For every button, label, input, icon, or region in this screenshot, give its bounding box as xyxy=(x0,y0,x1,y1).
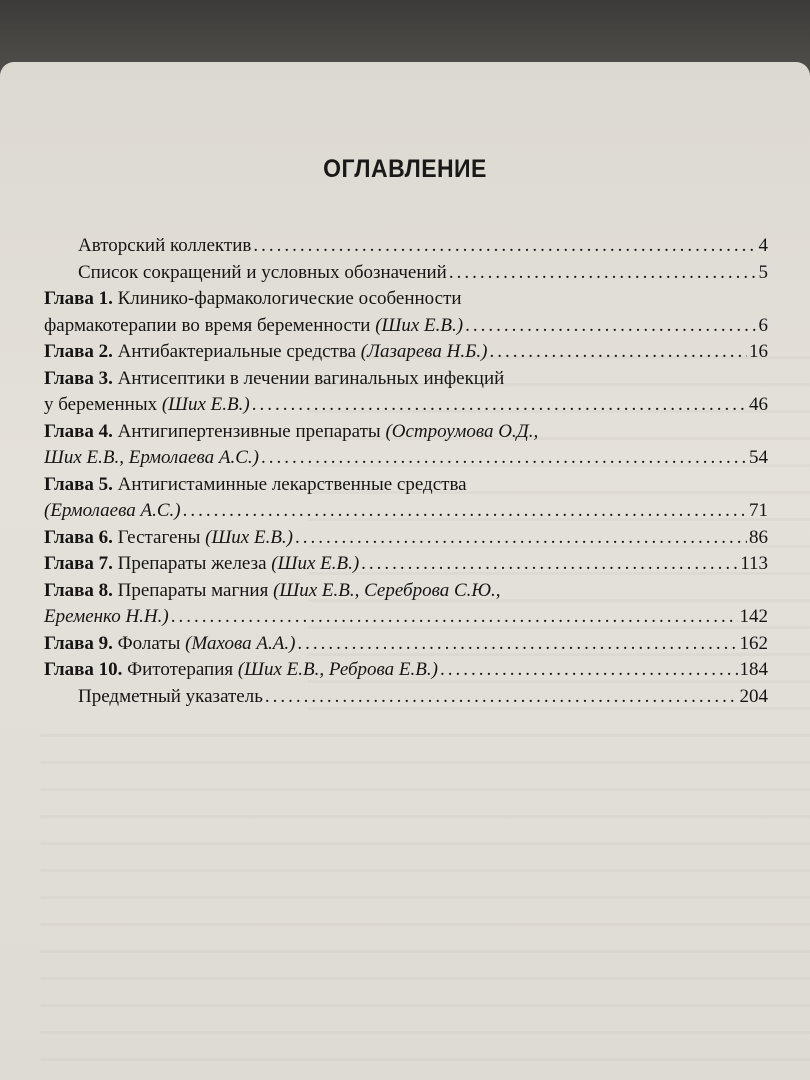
chapter-label: Глава 9. xyxy=(44,632,113,654)
dot-leader xyxy=(489,339,747,366)
toc-entry-chapter-5[interactable] xyxy=(44,472,768,525)
dot-leader xyxy=(440,657,738,684)
toc-entry-chapter-6[interactable] xyxy=(44,525,768,552)
toc-entry-chapter-10[interactable] xyxy=(44,657,768,684)
dot-leader xyxy=(252,392,747,419)
chapter-title: Антигипертензивные препараты xyxy=(117,420,381,442)
dot-leader xyxy=(465,313,756,340)
chapter-title: Антигистаминные лекарственные средства xyxy=(117,473,467,495)
dot-leader xyxy=(183,498,747,525)
chapter-author: (Ших Е.В., Сереброва С.Ю., xyxy=(273,579,501,601)
chapter-author-continued: Еременко Н.Н.) xyxy=(44,606,169,627)
dot-leader xyxy=(361,551,738,578)
page-number: 5 xyxy=(758,261,768,283)
chapter-title: Антисептики в лечении вагинальных инфекций xyxy=(117,367,505,389)
dot-leader xyxy=(265,684,738,711)
toc-entry-title: Авторский коллектив xyxy=(78,235,252,256)
page-number: 162 xyxy=(739,632,768,654)
toc-entry-authors[interactable] xyxy=(44,233,768,260)
toc-entry-chapter-3[interactable] xyxy=(44,366,768,419)
chapter-author: (Лазарева Н.Б.) xyxy=(360,341,488,362)
chapter-author-continued: Ших Е.В., Ермолаева А.С.) xyxy=(44,447,259,468)
chapter-author: (Ших Е.В.) xyxy=(375,314,464,336)
dot-leader xyxy=(171,604,738,631)
chapter-label: Глава 1. xyxy=(44,288,113,309)
chapter-label: Глава 6. xyxy=(44,526,113,548)
toc-entry-chapter-1[interactable] xyxy=(44,286,768,339)
chapter-label: Глава 3. xyxy=(44,367,113,389)
page-number: 46 xyxy=(749,394,768,415)
chapter-title-continued: фармакотерапии во время беременности xyxy=(44,314,371,336)
chapter-title: Клинико-фармакологические особенности xyxy=(117,288,462,309)
chapter-label: Глава 2. xyxy=(44,341,113,362)
chapter-label: Глава 5. xyxy=(44,473,113,495)
page-number: 54 xyxy=(749,447,768,468)
toc-entry-chapter-9[interactable] xyxy=(44,631,768,658)
page-number: 4 xyxy=(758,235,768,256)
toc-entry-abbreviations[interactable] xyxy=(44,260,768,287)
page-number: 6 xyxy=(758,314,768,336)
chapter-author: (Ших Е.В.) xyxy=(271,553,360,574)
chapter-label: Глава 10. xyxy=(44,659,123,680)
dot-leader xyxy=(449,260,757,287)
dot-leader xyxy=(295,525,747,552)
chapter-author: (Ших Е.В.) xyxy=(161,394,250,415)
chapter-title: Гестагены xyxy=(117,526,201,548)
page-number: 86 xyxy=(749,526,768,548)
chapter-title: Фолаты xyxy=(117,632,181,654)
page-number: 184 xyxy=(739,659,768,680)
chapter-label: Глава 8. xyxy=(44,579,113,601)
chapter-title: Фитотерапия xyxy=(127,659,234,680)
page-number: 71 xyxy=(749,500,768,521)
chapter-label: Глава 7. xyxy=(44,553,113,574)
table-of-contents xyxy=(44,233,768,710)
page-title: ОГЛАВЛЕНИЕ xyxy=(323,155,487,183)
page-number: 113 xyxy=(740,553,768,574)
toc-entry-chapter-2[interactable] xyxy=(44,339,768,366)
chapter-author: (Ших Е.В., Реброва Е.В.) xyxy=(237,659,438,680)
dot-leader xyxy=(297,631,737,658)
chapter-author: (Ших Е.В.) xyxy=(205,526,294,548)
chapter-author: (Ермолаева А.С.) xyxy=(44,500,181,521)
chapter-title: Препараты магния xyxy=(117,579,269,601)
dot-leader xyxy=(261,445,747,472)
chapter-author: (Махова А.А.) xyxy=(185,632,296,654)
chapter-title: Препараты железа xyxy=(117,553,267,574)
chapter-label: Глава 4. xyxy=(44,420,113,442)
toc-entry-index[interactable] xyxy=(44,684,768,711)
toc-entry-title: Список сокращений и условных обозначений xyxy=(78,261,447,283)
dot-leader xyxy=(253,233,756,260)
page-number: 16 xyxy=(749,341,768,362)
chapter-title-continued: у беременных xyxy=(44,394,158,415)
toc-entry-chapter-7[interactable] xyxy=(44,551,768,578)
page-number: 204 xyxy=(739,685,768,707)
toc-entry-chapter-8[interactable] xyxy=(44,578,768,631)
toc-entry-chapter-4[interactable] xyxy=(44,419,768,472)
chapter-title: Антибактериальные средства xyxy=(117,341,357,362)
chapter-author: (Остроумова О.Д., xyxy=(385,420,539,442)
toc-entry-title: Предметный указатель xyxy=(78,685,263,707)
page-number: 142 xyxy=(739,606,768,627)
